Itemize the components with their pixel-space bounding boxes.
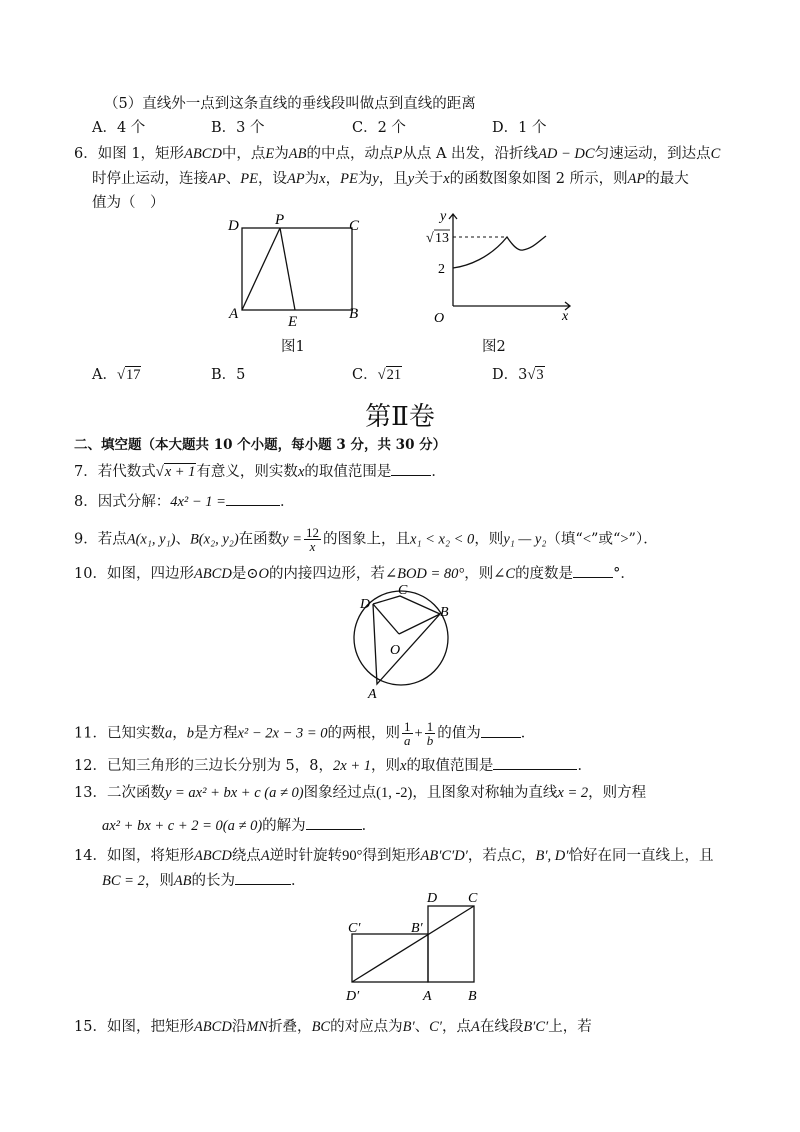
q5-option-d: D．1 个 (492, 120, 547, 136)
q10-label-o: O (390, 643, 401, 658)
q7-text: 7．若代数式√x + 1有意义，则实数x的取值范围是 ． (74, 461, 446, 481)
q14-label-c-prime: C′ (348, 921, 361, 936)
q14-label-b-prime: B′ (411, 921, 423, 936)
q6-figure1 (225, 210, 375, 330)
q9-fraction: $\frac{12}{x}$ (306, 525, 320, 554)
fig2-curve (453, 236, 546, 268)
section-title: 第Ⅱ卷 (365, 402, 435, 432)
fig2-label-2: 2 (438, 262, 445, 277)
q10-label-a: A (368, 687, 377, 702)
fig1-label-c: C (349, 218, 360, 234)
q12-answer-blank[interactable] (493, 755, 577, 770)
q11-fraction-a: $\frac{1}{a}$ (404, 719, 411, 748)
q10-segment-ob (399, 614, 440, 634)
fig2-label-x: x (562, 309, 569, 324)
fig2-label-y: y (440, 209, 447, 224)
fig1-label-d: D (228, 218, 239, 234)
fig2-label-sqrt-symbol: √ (426, 231, 434, 246)
fig1-segment-ap (242, 228, 280, 310)
q14-label-c: C (468, 891, 478, 906)
fig1-label-a: A (229, 306, 239, 322)
q14-diagonal (352, 906, 474, 982)
q7-answer-blank[interactable] (391, 461, 431, 476)
q14-line2: BC = 2，则AB的长为 ． (102, 870, 306, 890)
q6-line2: 时停止运动，连接AP、PE，设AP为x，PE为y，且y关于x的函数图象如图 2 所示，则AP的最大 (92, 171, 689, 187)
q10-quadrilateral (373, 596, 440, 684)
q8-answer-blank[interactable] (226, 491, 280, 506)
q5-item-text: （5）直线外一点到这条直线的垂线段叫做点到直线的距离 (104, 96, 476, 112)
q14-answer-blank[interactable] (235, 870, 291, 885)
q10-label-b: B (440, 605, 449, 620)
q6-option-b: B．5 (211, 367, 246, 383)
fig1-label-b: B (349, 306, 359, 322)
q6-line1: 6．如图 1，矩形ABCD中，点E为AB的中点，动点P从点 A 出发，沿折线AD − DC匀速运动，到达点C (74, 146, 721, 162)
fig1-label-e: E (288, 314, 298, 330)
fig1-label-p: P (275, 212, 285, 228)
part2-heading: 二、填空题（本大题共 10 个小题，每小题 3 分，共 30 分） (74, 437, 447, 453)
q10-segment-od (373, 604, 399, 634)
q13-line2: ax² + bx + c + 2 = 0(a ≠ 0)的解为 ． (102, 815, 376, 835)
q5-option-a: A．4 个 (92, 120, 146, 136)
fig1-rectangle (242, 228, 352, 310)
q6-fig2-caption: 图2 (482, 339, 506, 355)
q6-option-d: D．3√3 (492, 367, 544, 383)
q5-option-c: C．2 个 (352, 120, 406, 136)
q11-text: 11．已知实数a，b是方程x² − 2x − 3 = 0的两根，则 $\frac{1}{a}$ + $\frac{1}{b}$ 的值为 ． (74, 719, 536, 748)
q10-answer-blank[interactable] (573, 563, 613, 578)
fig2-label-sqrt13: 13 (435, 231, 449, 246)
q6-option-c: C．√21 (352, 367, 402, 383)
q14-line1: 14．如图，将矩形ABCD绕点A逆时针旋转90°得到矩形AB′C′D′，若点C，B′, D′恰好在同一直线上，且 (74, 848, 714, 864)
q8-text: 8．因式分解：4x² − 1 = ． (74, 491, 294, 511)
q11-answer-blank[interactable] (481, 723, 521, 738)
q6-option-a: A．√17 (92, 367, 141, 383)
q15-text: 15．如图，把矩形ABCD沿MN折叠，BC的对应点为B′、C′，点A在线段B′C′上，若 (74, 1019, 592, 1035)
q10-figure (340, 582, 465, 702)
q13-answer-blank[interactable] (306, 815, 362, 830)
q6-fig1-caption: 图1 (281, 339, 305, 355)
q13-line1: 13．二次函数y = ax² + bx + c (a ≠ 0)图象经过点(1, -2)，且图象对称轴为直线x = 2，则方程 (74, 785, 647, 801)
q9-text: 9．若点A(x₁, y₁)、B(x₂, y₂)在函数y = $\frac{12}{x}$ 的图象上，且x₁ < x₂ < 0，则y₁ — y₂（填“<”或“>”）． (74, 525, 658, 554)
fig2-label-o: O (434, 311, 445, 326)
q14-label-d-prime: D′ (346, 989, 360, 1004)
q10-text: 10．如图，四边形ABCD是⊙O的内接四边形，若∠BOD = 80°，则∠C的度数是 °． (74, 563, 635, 583)
q12-text: 12．已知三角形的三边长分别为 5，8，2x + 1，则x的取值范围是 ． (74, 755, 592, 775)
q5-option-b: B．3 个 (211, 120, 265, 136)
q14-label-a: A (423, 989, 432, 1004)
q14-rect-abcd (428, 906, 474, 982)
q11-fraction-b: $\frac{1}{b}$ (426, 719, 434, 748)
q14-label-b: B (468, 989, 477, 1004)
fig1-segment-pe (280, 228, 295, 310)
q6-figure2 (418, 206, 578, 331)
q6-line3: 值为（ ） (92, 195, 165, 211)
q14-figure (338, 888, 498, 1006)
q10-label-d: D (360, 597, 371, 612)
q10-label-c: C (398, 583, 408, 598)
q14-label-d: D (427, 891, 438, 906)
